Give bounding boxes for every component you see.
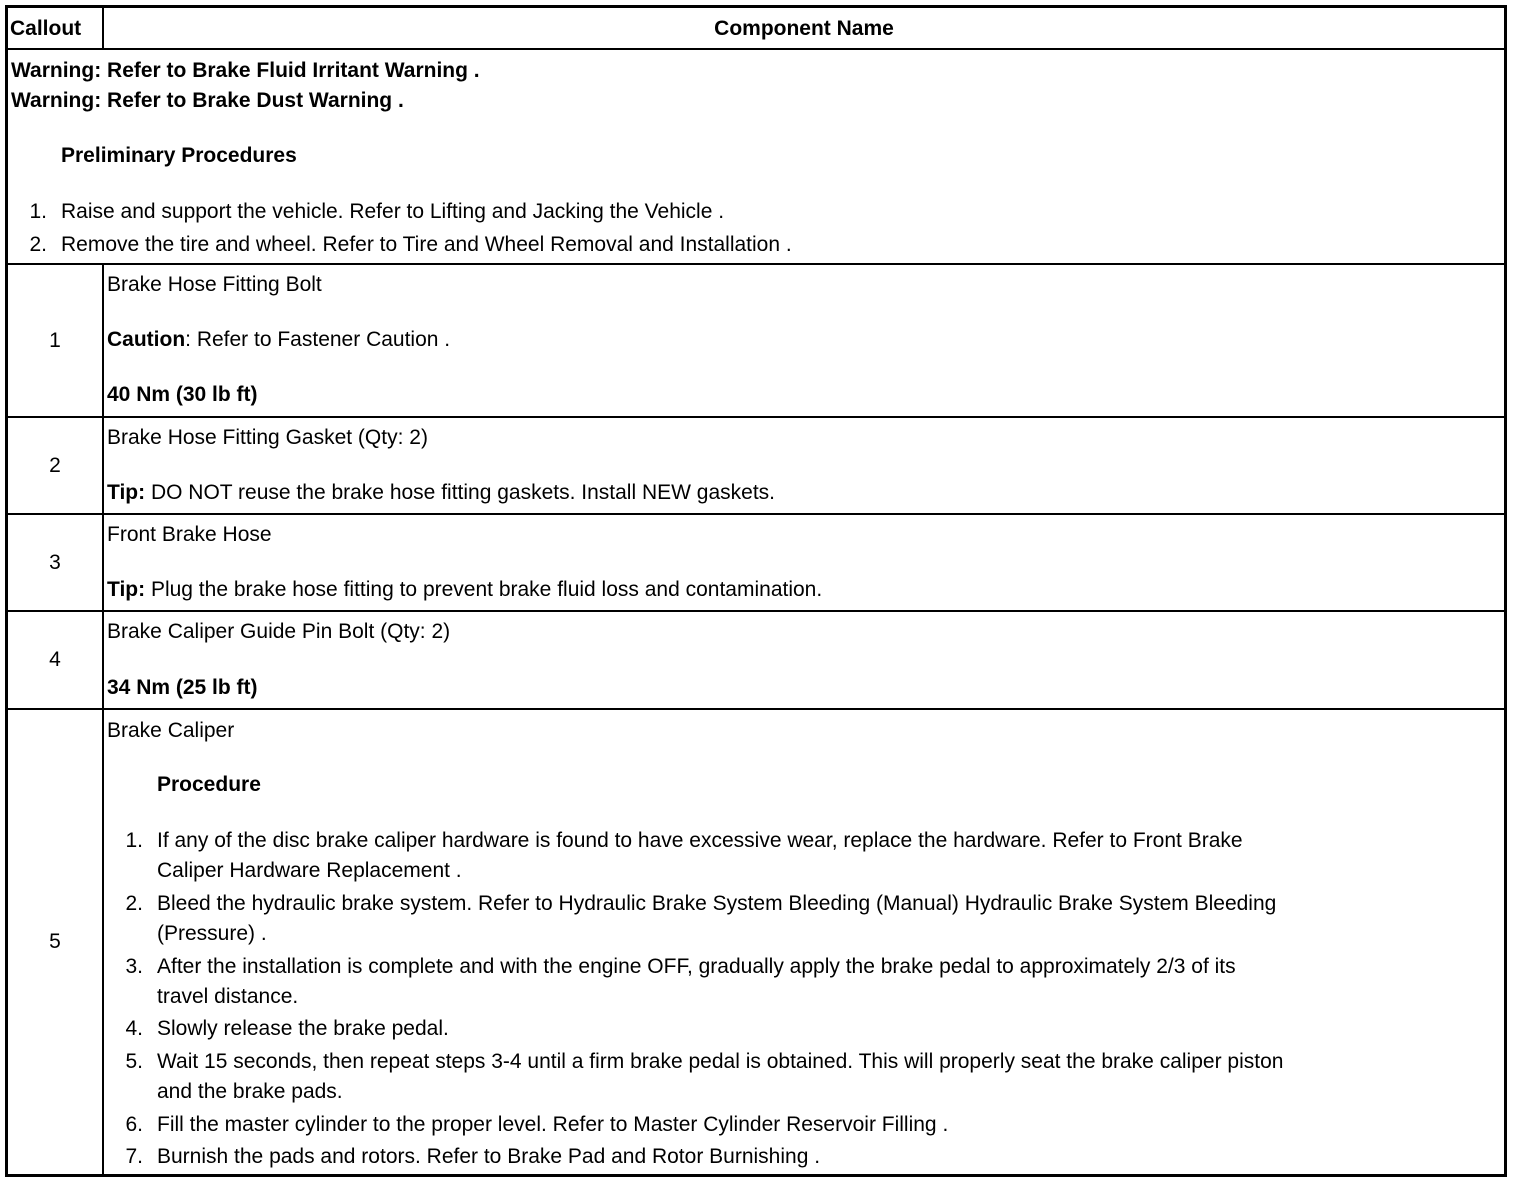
step-number: 1.	[125, 829, 143, 852]
component-name: Brake Caliper Guide Pin Bolt (Qty: 2)	[107, 620, 451, 643]
callout-cell	[8, 418, 102, 513]
step-number: 3.	[125, 955, 143, 978]
procedure-step: Wait 15 seconds, then repeat steps 3-4 until a firm brake pedal is obtained. This will properly seat the brake caliper piston	[157, 1050, 1284, 1073]
procedure-step-cont: (Pressure) .	[157, 922, 267, 945]
procedure-step: Burnish the pads and rotors. Refer to Brake Pad and Rotor Burnishing .	[157, 1145, 821, 1168]
procedure-step: If any of the disc brake caliper hardware is found to have excessive wear, replace the hardware. Refer to Front Brake	[157, 829, 1243, 852]
table-row	[8, 263, 1504, 416]
tip-label: Tip:	[107, 481, 146, 504]
component-table	[5, 5, 1507, 1177]
torque-spec: 40 Nm (30 lb ft)	[107, 383, 258, 406]
warning-brake-fluid: Warning: Refer to Brake Fluid Irritant Warning .	[11, 59, 480, 82]
callout-cell	[8, 515, 102, 610]
procedure-step-cont: Caliper Hardware Replacement .	[157, 859, 462, 882]
tip-label: Tip:	[107, 578, 146, 601]
table-row	[8, 416, 1504, 513]
callout-number: 3	[49, 550, 61, 574]
component-cell	[104, 710, 1504, 1174]
component-cell	[104, 418, 1504, 513]
table-row	[8, 610, 1504, 708]
component-name: Brake Hose Fitting Bolt	[107, 273, 322, 296]
component-name: Brake Hose Fitting Gasket (Qty: 2)	[107, 426, 428, 449]
torque-spec: 34 Nm (25 lb ft)	[107, 676, 258, 699]
step-number: 7.	[125, 1145, 143, 1168]
procedure-step: Bleed the hydraulic brake system. Refer to Hydraulic Brake System Bleeding (Manual) Hydraulic Brake System Bleeding	[157, 892, 1277, 915]
step-number: 5.	[125, 1050, 143, 1073]
procedure-step: Slowly release the brake pedal.	[157, 1017, 449, 1040]
callout-number: 1	[49, 328, 61, 352]
callout-cell	[8, 612, 102, 708]
tip-note	[107, 578, 822, 602]
component-name: Brake Caliper	[107, 719, 235, 742]
component-name: Front Brake Hose	[107, 523, 272, 546]
header-callout: Callout	[10, 17, 82, 40]
procedure-step: After the installation is complete and with the engine OFF, gradually apply the brake pedal to approximately 2/3 of its	[157, 955, 1236, 978]
caution-text: : Refer to Fastener Caution .	[185, 328, 451, 351]
callout-number: 5	[49, 930, 61, 953]
preliminary-step: Raise and support the vehicle. Refer to Lifting and Jacking the Vehicle .	[61, 200, 725, 223]
table-header-row	[8, 8, 1504, 48]
procedure-title: Procedure	[157, 773, 261, 796]
procedure-step-cont: and the brake pads.	[157, 1080, 343, 1103]
component-cell	[104, 265, 1504, 416]
step-number: 2.	[29, 233, 47, 256]
table-row	[8, 708, 1504, 1174]
preliminary-title: Preliminary Procedures	[61, 144, 297, 167]
component-cell	[104, 515, 1504, 610]
caution-note	[107, 328, 450, 352]
warning-brake-dust: Warning: Refer to Brake Dust Warning .	[11, 89, 404, 112]
step-number: 1.	[29, 200, 47, 223]
table-row	[8, 513, 1504, 610]
tip-text: Plug the brake hose fitting to prevent brake fluid loss and contamination.	[145, 578, 823, 601]
tip-note	[107, 481, 775, 505]
tip-text: DO NOT reuse the brake hose fitting gaskets. Install NEW gaskets.	[145, 481, 775, 504]
header-component-name: Component Name	[714, 17, 894, 40]
procedure-step-cont: travel distance.	[157, 985, 299, 1008]
step-number: 4.	[125, 1017, 143, 1040]
procedure-step: Fill the master cylinder to the proper level. Refer to Master Cylinder Reservoir Filling .	[157, 1113, 949, 1136]
intro-row	[8, 48, 1504, 263]
step-number: 6.	[125, 1113, 143, 1136]
step-number: 2.	[125, 892, 143, 915]
preliminary-step: Remove the tire and wheel. Refer to Tire and Wheel Removal and Installation .	[61, 233, 792, 256]
callout-number: 2	[49, 453, 61, 477]
callout-cell	[8, 710, 102, 1174]
caution-label: Caution	[107, 328, 186, 351]
callout-number: 4	[49, 648, 61, 671]
callout-cell	[8, 265, 102, 416]
component-cell	[104, 612, 1504, 708]
